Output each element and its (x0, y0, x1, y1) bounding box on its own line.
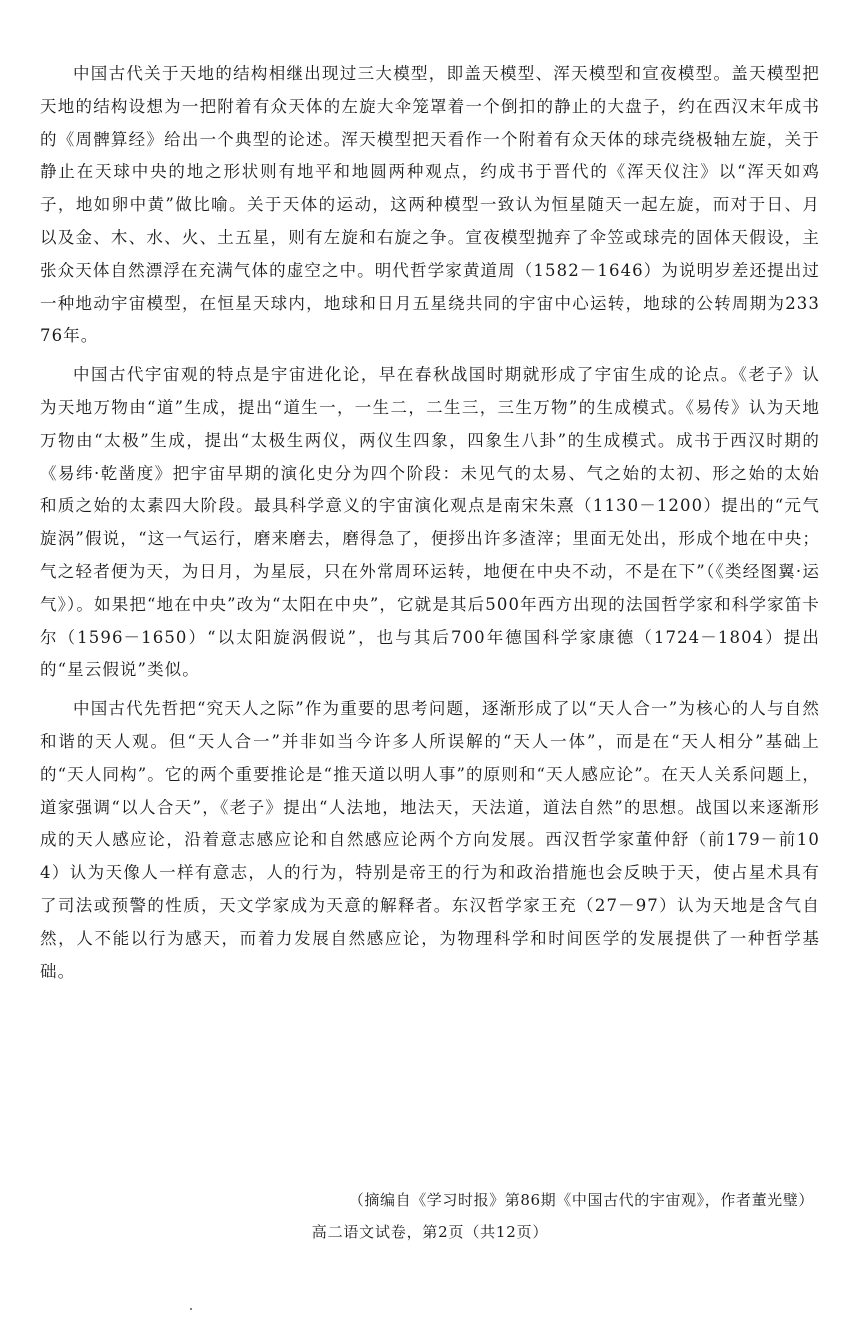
paragraph-heaven-human: 中国古代先哲把“究天人之际”作为重要的思考问题，逐渐形成了以“天人合一”为核心的人与自然和谐的天人观。但“天人合一”并非如当今许多人所误解的“天人一体”，而是在“天人相分”基础上的“天人同构”。它的两个重要推论是“推天道以明人事”的原则和“天人感应论”。在天人关系问题上，道家强调“以人合天”，《老子》提出“人法地，地法天，天法道，道法自然”的思想。战国以来逐渐形成的天人感应论，沿着意志感应论和自然感应论两个方向发展。西汉哲学家董仲舒（前179－前104）认为天像人一样有意志，人的行为，特别是帝王的行为和政治措施也会反映于天，使占星术具有了司法或预警的性质，天文学家成为天意的解释者。东汉哲学家王充（27－97）认为天地是含气自然，人不能以行为感天，而着力发展自然感应论，为物理科学和时间医学的发展提供了一种哲学基础。 (40, 699, 820, 981)
page-footer: 高二语文试卷，第2页（共12页） (311, 1223, 549, 1241)
paragraph-cosmic-evolution: 中国古代宇宙观的特点是宇宙进化论，早在春秋战国时期就形成了宇宙生成的论点。《老子》认为天地万物由“道”生成，提出“道生一，一生二，二生三，三生万物”的生成模式。《易传》认为天地万物由“太极”生成，提出“太极生两仪，两仪生四象，四象生八卦”的生成模式。成书于西汉时期的《易纬·乾凿度》把宇宙早期的演化史分为四个阶段：未见气的太易、气之始的太初、形之始的太始和质之始的太素四大阶段。最具科学意义的宇宙演化观点是南宋朱熹（1130－1200）提出的“元气旋涡”假说，“这一气运行，磨来磨去，磨得急了，便拶出许多渣滓；里面无处出，形成个地在中央；气之轻者便为天，为日月，为星辰，只在外常周环运转，地便在中央不动，不是在下”（《类经图翼·运气》）。如果把“地在中央”改为“太阳在中央”，它就是其后500年西方出现的法国哲学家和科学家笛卡尔（1596－1650）“以太阳旋涡假说”，也与其后700年德国科学家康德（1724－1804）提出的“星云假说”类似。 (40, 365, 820, 680)
scan-speck (190, 1308, 192, 1310)
article-body (40, 58, 820, 994)
paragraph-cosmic-models: 中国古代关于天地的结构相继出现过三大模型，即盖天模型、浑天模型和宣夜模型。盖天模型把天地的结构设想为一把附着有众天体的左旋大伞笼罩着一个倒扣的静止的大盘子，约在西汉末年成书的《周髀算经》给出一个典型的论述。浑天模型把天看作一个附着有众天体的球壳绕极轴左旋，关于静止在天球中央的地之形状则有地平和地圆两种观点，约成书于晋代的《浑天仪注》以“浑天如鸡子，地如卵中黄”做比喻。关于天体的运动，这两种模型一致认为恒星随天一起左旋，而对于日、月以及金、木、水、火、土五星，则有左旋和右旋之争。宣夜模型抛弃了伞笠或球壳的固体天假设，主张众天体自然漂浮在充满气体的虚空之中。明代哲学家黄道周（1582－1646）为说明岁差还提出过一种地动宇宙模型，在恒星天球内，地球和日月五星绕共同的宇宙中心运转，地球的公转周期为23376年。 (40, 64, 820, 346)
article-source-citation: （摘编自《学习时报》第86期《中国古代的宇宙观》，作者董光璧） (348, 1191, 814, 1209)
